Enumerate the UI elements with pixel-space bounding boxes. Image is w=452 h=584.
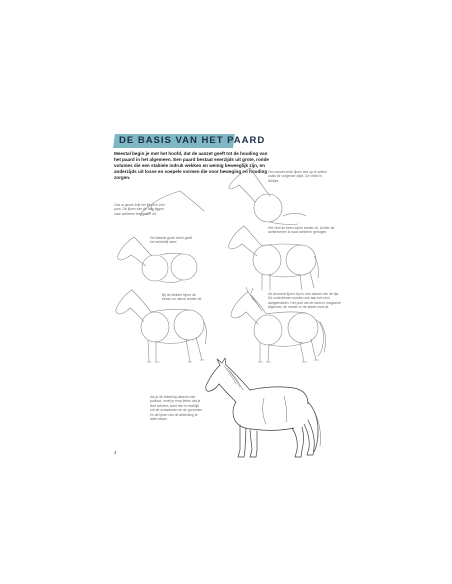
step-7-drawing <box>206 358 321 457</box>
step-4-caption: Het vind de been lopen breder uit. Achter de achterbenen is naar achteren gebogen. <box>268 226 335 235</box>
step-1-sketch <box>140 191 204 215</box>
page-number: 4 <box>114 450 117 455</box>
step-7-caption: Als je de tekening afwerkt met potlood, moet je erop letten dat je licht schetst, want hier is moeilijk om de schaduwen en de grommen en de lijnen van de afwerking te laten staan. <box>150 395 203 422</box>
step-3-sketch <box>118 237 197 282</box>
step-4-sketch <box>229 226 319 290</box>
step-2-sketch <box>229 168 306 224</box>
intro-paragraph: Meestal begin je met het hoofd, dat de aanzet geeft tot de houding van het paard in het algemeen. Een paard bestaat enerzijds uit grote, ronde volumes die een stabiele indruk wekken en weinig beweeglijk zijn, en anderzijds uit losse en soepele vormen die voor beweging en houding zorgen. <box>114 151 269 180</box>
step-5-sketch <box>116 290 206 362</box>
step-2-caption: Om vanuit ronde lijnen iets op te zetten zoals de volgende zijde, De cirkel in lichtjes <box>268 170 327 183</box>
step-3-caption: De tweede grote cirkel geeft het achterlijf weer. <box>150 236 193 245</box>
step-5-caption: Bij de dikkere lijnen de benen zo nieuw breder uit. <box>162 293 202 302</box>
page-heading: DE BASIS VAN HET PAARD <box>119 135 266 146</box>
step-6-caption: De dunnere lijnen zijn in een aanzet van de tijd. De onderbenen worden ook aan het eind aangetrokken. Het punt als de stam in magazine afgerond, de manen in de staart mooi af. <box>268 292 341 310</box>
step-1-caption: Ook al geven krijt het lijf uit in een punt. De lijnen van de hals liggen naar achteren toe breder uit. <box>114 203 165 216</box>
step-6-sketch <box>231 287 326 362</box>
